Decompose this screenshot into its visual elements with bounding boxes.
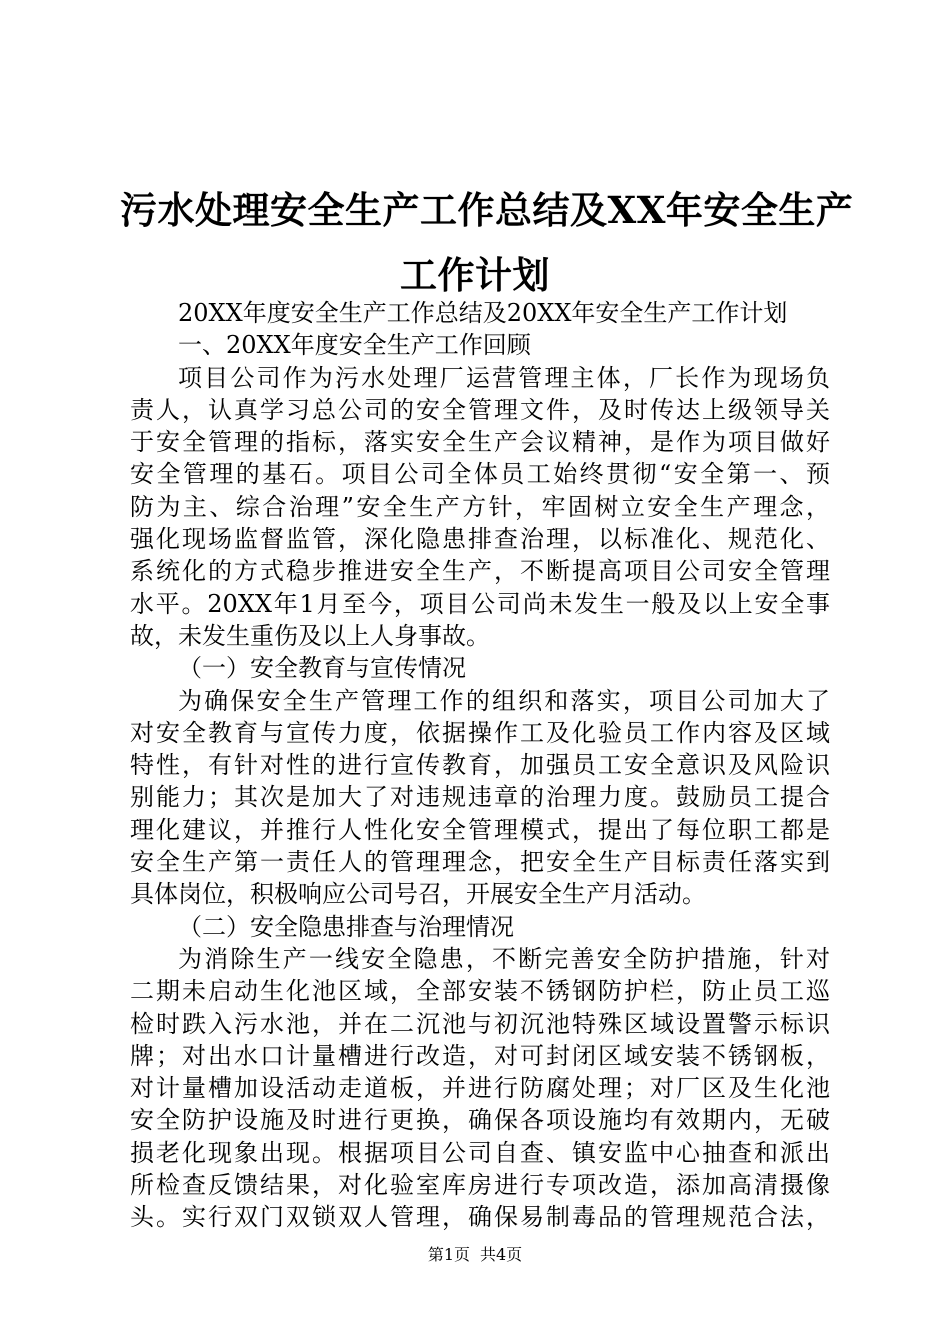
body-line: 检时跌入污水池，并在二沉池与初沉池特殊区域设置警示标识 [130, 1009, 830, 1038]
body-line: 于安全管理的指标，落实安全生产会议精神，是作为项目做好 [130, 428, 830, 457]
body-line: 项目公司作为污水处理厂运营管理主体，厂长作为现场负 [178, 363, 830, 392]
body-line: 系统化的方式稳步推进安全生产，不断提高项目公司安全管理 [130, 557, 830, 586]
body-line: 别能力；其次是加大了对违规违章的治理力度。鼓励员工提合 [130, 783, 830, 812]
body-line: 安全防护设施及时进行更换，确保各项设施均有效期内，无破 [130, 1106, 830, 1135]
body-line: 对安全教育与宣传力度，依据操作工及化验员工作内容及区域 [130, 718, 830, 747]
body-line: 安全管理的基石。项目公司全体员工始终贯彻“安全第一、预 [130, 460, 830, 489]
body-line: （二）安全隐患排查与治理情况 [178, 912, 514, 941]
body-line: 所检查反馈结果，对化验室库房进行专项改造，添加高清摄像 [130, 1171, 830, 1200]
body-line: 理化建议，并推行人性化安全管理模式，提出了每位职工都是 [130, 815, 830, 844]
body-line: 故，未发生重伤及以上人身事故。 [130, 621, 490, 650]
body-line: 特性，有针对性的进行宣传教育，加强员工安全意识及风险识 [130, 751, 830, 780]
body-line: 防为主、综合治理”安全生产方针，牢固树立安全生产理念， [130, 492, 830, 521]
body-line: （一）安全教育与宣传情况 [178, 654, 466, 683]
document-title-line-2: 工作计划 [400, 253, 550, 297]
body-line: 对计量槽加设活动走道板，并进行防腐处理；对厂区及生化池 [130, 1074, 830, 1103]
body-line: 20XX年度安全生产工作总结及20XX年安全生产工作计划 [178, 299, 788, 327]
page-footer [0, 1245, 950, 1265]
body-line: 为消除生产一线安全隐患，不断完善安全防护措施，针对 [178, 944, 830, 973]
page-total: 共4页 [480, 1245, 523, 1264]
body-line: 强化现场监督监管，深化隐患排查治理，以标准化、规范化、 [130, 525, 830, 554]
body-line: 头。实行双门双锁双人管理，确保易制毒品的管理规范合法， [130, 1203, 830, 1232]
document-body [130, 297, 830, 1234]
document-title-line-1: 污水处理安全生产工作总结及XX年安全生产 [120, 188, 854, 232]
body-line: 损老化现象出现。根据项目公司自查、镇安监中心抽查和派出 [130, 1138, 830, 1167]
body-line: 为确保安全生产管理工作的组织和落实，项目公司加大了 [178, 686, 830, 715]
body-line: 二期未启动生化池区域，全部安装不锈钢防护栏，防止员工巡 [130, 977, 830, 1006]
body-line: 牌；对出水口计量槽进行改造，对可封闭区域安装不锈钢板， [130, 1041, 830, 1070]
body-line: 具体岗位，积极响应公司号召，开展安全生产月活动。 [130, 880, 706, 909]
body-line: 水平。20XX年1月至今，项目公司尚未发生一般及以上安全事 [130, 589, 830, 618]
page-number: 第1页 [427, 1245, 470, 1264]
body-line: 安全生产第一责任人的管理理念，把安全生产目标责任落实到 [130, 848, 830, 877]
body-line: 责人，认真学习总公司的安全管理文件，及时传达上级领导关 [130, 395, 830, 424]
body-line: 一、20XX年度安全生产工作回顾 [178, 331, 531, 360]
